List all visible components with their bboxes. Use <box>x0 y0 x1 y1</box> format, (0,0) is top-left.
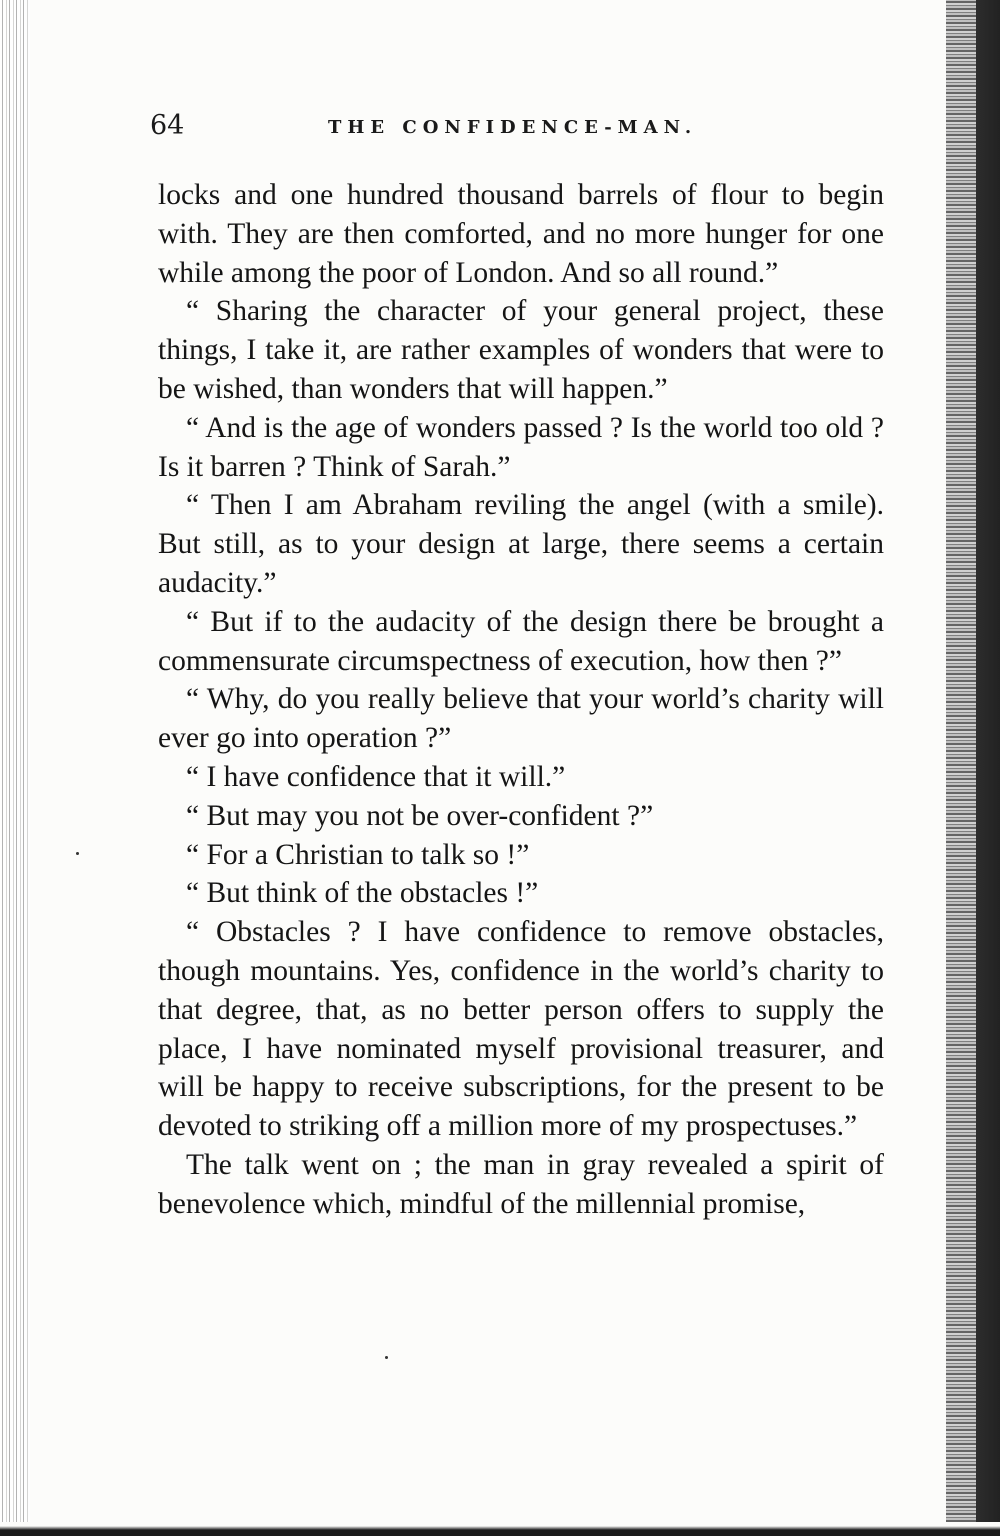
paragraph: “ And is the age of wonders passed ? Is the world too old ? Is it barren ? Think of Sarah.” <box>158 411 884 483</box>
scan-speck <box>76 852 79 855</box>
running-title: THE CONFIDENCE-MAN. <box>328 117 698 138</box>
paragraph: “ Sharing the character of your general project, these things, I take it, are rather examples of wonders that were to be wished, than wonders that will happen.” <box>158 295 884 405</box>
paragraph: “ Then I am Abraham reviling the angel (with a smile). But still, as to your design at large, there seems a certain audacity.” <box>158 489 884 599</box>
page-bottom-edge <box>0 1522 1000 1536</box>
body-text <box>158 176 884 1224</box>
paragraph: “ For a Christian to talk so !” <box>186 838 530 871</box>
paragraph: “ Obstacles ? I have confidence to remove obstacles, though mountains. Yes, confidence in the world’s charity to that degree, that, as no better person offers to supply the place, I have nominated myself provisional treasurer, and will be happy to receive subscriptions, for the present to be devoted to striking off a million more of my prospectuses.” <box>158 916 884 1143</box>
scan-speck <box>385 1356 388 1359</box>
paragraph: locks and one hundred thousand barrels of flour to begin with. They are then comforted, and no more hunger for one while among the poor of London. And so all round.” <box>158 179 884 289</box>
paragraph: “ But may you not be over-confident ?” <box>186 799 654 832</box>
page-number: 64 <box>150 110 185 141</box>
book-fore-edge <box>940 0 1000 1536</box>
paragraph: “ But if to the audacity of the design there be brought a commensurate circumspectness of execution, how then ?” <box>158 605 884 677</box>
paragraph: “ Why, do you really believe that your world’s charity will ever go into operation ?” <box>158 683 884 755</box>
paragraph: “ But think of the obstacles !” <box>186 877 539 910</box>
paragraph: The talk went on ; the man in gray revealed a spirit of benevolence which, mindful of the millennial promise, <box>158 1148 884 1220</box>
page-gutter-edge <box>0 0 30 1536</box>
paragraph: “ I have confidence that it will.” <box>186 760 566 793</box>
running-head <box>150 110 890 150</box>
